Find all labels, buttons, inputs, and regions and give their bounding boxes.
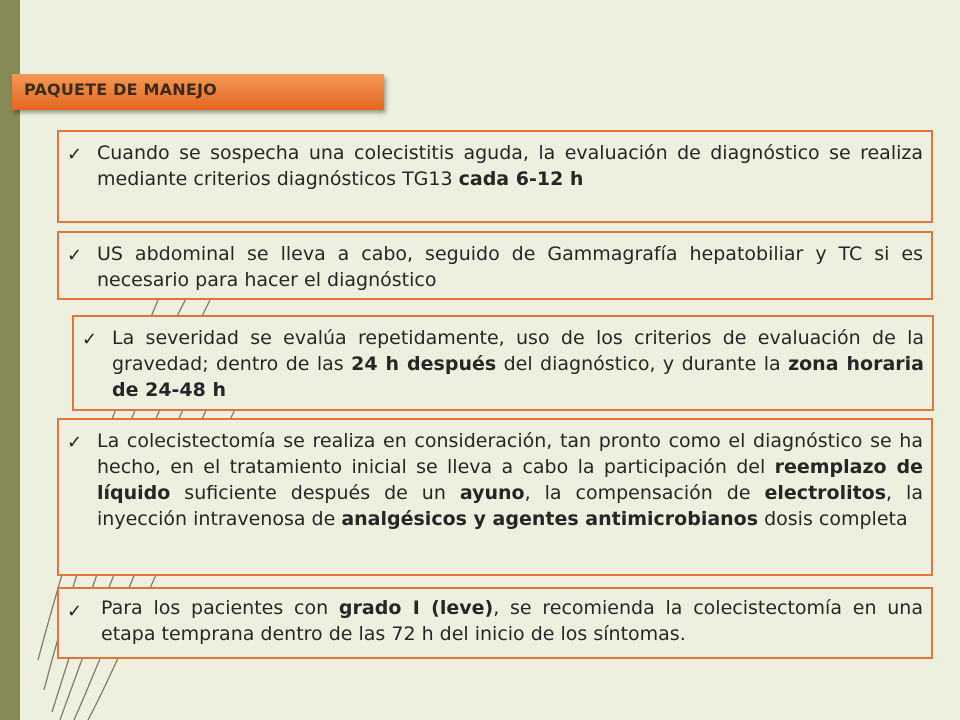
list-item bbox=[57, 418, 933, 576]
list-item bbox=[72, 315, 934, 411]
slide-title: PAQUETE DE MANEJO bbox=[24, 80, 217, 99]
item-text: La colecistectomía se realiza en consideración, tan pronto como el diagnóstico se ha hecho, en el tratamiento inicial se lleva a cabo la participación del reemplazo de líquido suficiente después de un ayuno, la compensación de electrolitos, la inyección intravenosa de analgésicos y agentes antimicrobianos dosis completa bbox=[97, 430, 923, 530]
item-text: US abdominal se lleva a cabo, seguido de Gammagrafía hepatobiliar y TC si es necesario para hacer el diagnóstico bbox=[97, 243, 923, 291]
check-icon: ✓ bbox=[67, 432, 83, 453]
check-icon: ✓ bbox=[82, 329, 98, 350]
list-item bbox=[57, 231, 933, 300]
check-icon: ✓ bbox=[67, 245, 83, 266]
list-item bbox=[57, 130, 933, 223]
item-text: La severidad se evalúa repetidamente, uso de los criterios de evaluación de la gravedad; dentro de las 24 h después del diagnóstico, y durante la zona horaria de 24-48 h bbox=[112, 327, 924, 401]
item-text: Cuando se sospecha una colecistitis aguda, la evaluación de diagnóstico se realiza mediante criterios diagnósticos TG13 cada 6-12 h bbox=[97, 142, 923, 190]
item-text: Para los pacientes con grado I (leve), se recomienda la colecistectomía en una etapa temprana dentro de las 72 h del inicio de los síntomas. bbox=[101, 597, 923, 645]
list-item bbox=[57, 587, 933, 659]
check-icon: ✓ bbox=[67, 601, 83, 622]
check-icon: ✓ bbox=[67, 144, 83, 165]
